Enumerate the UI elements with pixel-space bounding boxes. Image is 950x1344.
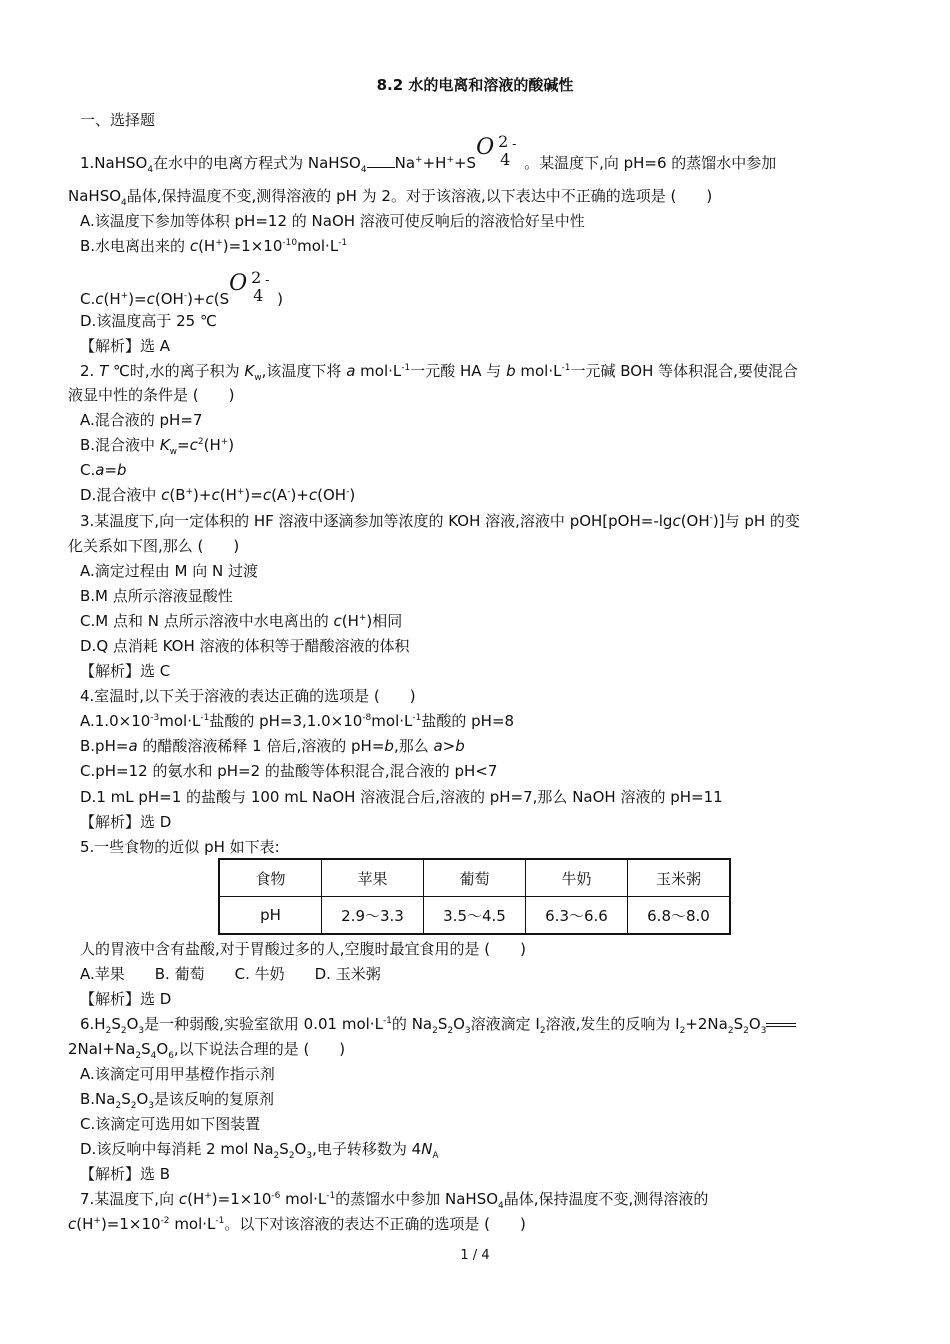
reaction-arrow-blank <box>367 153 395 168</box>
q1-stem-line2: NaHSO$_4$晶体,保持温度不变,测得溶液的 pH 为 2。对于该溶液,以下表达中不正确的选项是 ( ) <box>68 187 713 208</box>
q1-option-a: A.该温度下参加等体积 pH=12 的 NaOH 溶液可使反响后的溶液恰好呈中性 <box>80 212 585 230</box>
q3-option-d: D.Q 点消耗 KOH 溶液的体积等于醋酸溶液的体积 <box>80 637 410 655</box>
q5-answer: 【解析】选 D <box>80 990 172 1008</box>
table-cell: pH <box>219 897 322 935</box>
q4-option-d: D.1 mL pH=1 的盐酸与 100 mL NaOH 溶液混合后,溶液的 pH=7,那么 NaOH 溶液的 pH=11 <box>80 788 723 806</box>
q6-stem-line1: $6.H_2S_2O_3$是一种弱酸,实验室欲用 0.01 $mol\cdot L^{-1}$的 $Na_2S_2O_3$溶液滴定 $I_2$溶液,发生的反响为 $I_2+2Na_2S_2O_3$ <box>80 1014 895 1034</box>
table-header-cell: 牛奶 <box>526 859 628 897</box>
q6-option-a: A.该滴定可用甲基橙作指示剂 <box>80 1065 275 1083</box>
q1-option-c: C.c(H+)=c(OH-)+c(S O 2 - 4 ) <box>80 268 283 308</box>
section-heading: 一、选择题 <box>80 111 156 129</box>
sulfate-fraction: O 2 - 4 <box>476 132 517 169</box>
q1-answer: 【解析】选 A <box>80 337 171 355</box>
sulfate-fraction: O 2 - 4 <box>229 268 270 305</box>
equals-sign <box>766 1023 796 1027</box>
q7-stem-line1: 7.某温度下,向 $c(H^+)=1\times 10^{-6}$ $mol\cdot L^{-1}$的蒸馏水中参加 NaHSO$_4$晶体,保持温度不变,测得溶液的 <box>80 1190 709 1211</box>
table-cell: 3.5～4.5 <box>424 897 526 935</box>
q2-option-c: C.a=b <box>80 461 127 479</box>
q1-option-d: D.该温度高于 25 ℃ <box>80 312 217 330</box>
q3-answer: 【解析】选 C <box>80 662 171 680</box>
q2-option-b: B.混合液中 $K_w=c^2(H^+)$ <box>80 436 235 457</box>
q3-stem-line1: 3.某温度下,向一定体积的 HF 溶液中逐滴参加等浓度的 KOH 溶液,溶液中 pOH[pOH=-lgc(OH-)]与 pH 的变 <box>80 512 800 530</box>
q2-option-a: A.混合液的 pH=7 <box>80 411 203 429</box>
q5-stem: 5.一些食物的近似 pH 如下表: <box>80 838 280 856</box>
q2-stem-line2: 液显中性的条件是 ( ) <box>68 386 235 404</box>
q5-options: A.苹果 B. 葡萄 C. 牛奶 D. 玉米粥 <box>80 965 381 983</box>
table-header-cell: 玉米粥 <box>628 859 731 897</box>
q4-option-c: C.pH=12 的氨水和 pH=2 的盐酸等体积混合,混合液的 pH<7 <box>80 762 498 780</box>
table-row <box>219 897 730 935</box>
q1-stem-line1: 1.NaHSO$_4$在水中的电离方程式为 NaHSO$_4$ Na++H++S O 2 - 4 。某温度下,向 pH=6 的蒸馏水中参加 <box>80 132 777 175</box>
table-cell: 6.3～6.6 <box>526 897 628 935</box>
q4-stem: 4.室温时,以下关于溶液的表达正确的选项是 ( ) <box>80 687 416 705</box>
q3-stem-line2: 化关系如下图,那么 ( ) <box>68 537 240 555</box>
table-header-cell: 葡萄 <box>424 859 526 897</box>
q6-stem-line2: $2NaI+Na_2S_4O_6$,以下说法合理的是 ( ) <box>68 1040 346 1061</box>
table-header-row <box>219 859 730 897</box>
page-number: 1 / 4 <box>460 1248 490 1263</box>
q3-option-a: A.滴定过程由 M 向 N 过渡 <box>80 562 259 580</box>
q7-stem-line2: $c(H^+)=1\times 10^{-2}$ $mol\cdot L^{-1}$。以下对该溶液的表达不正确的选项是 ( ) <box>68 1215 526 1233</box>
table-header-cell: 苹果 <box>322 859 424 897</box>
q6-option-c: C.该滴定可选用如下图装置 <box>80 1115 261 1133</box>
page-title: 8.2 水的电离和溶液的酸碱性 <box>376 76 574 94</box>
q4-answer: 【解析】选 D <box>80 813 172 831</box>
q1-option-b: B.水电离出来的 $c(H^+)=1\times 10^{-10}mol\cdot L^{-1}$ <box>80 237 348 255</box>
table-header-cell: 食物 <box>219 859 322 897</box>
q5-question: 人的胃液中含有盐酸,对于胃酸过多的人,空腹时最宜食用的是 ( ) <box>80 940 527 958</box>
q4-option-b: B.pH=a 的醋酸溶液稀释 1 倍后,溶液的 pH=b,那么 a>b <box>80 737 465 755</box>
q2-option-d: D.混合液中 c(B+)+c(H+)=c(A-)+c(OH-) <box>80 486 356 504</box>
q4-option-a: $A.1.0\times 10^{-3}mol\cdot L^{-1}$盐酸的 $pH=3,1.0\times 10^{-8}mol\cdot L^{-1}$盐酸的 pH=8 <box>80 712 515 730</box>
q6-answer: 【解析】选 B <box>80 1165 171 1183</box>
q6-option-d: D.该反响中每消耗 2 mol $Na_2S_2O_3$,电子转移数为 $4N_A$ <box>80 1140 439 1161</box>
table-cell: 6.8～8.0 <box>628 897 731 935</box>
q3-option-c: C.M 点和 N 点所示溶液中水电离出的 c(H+)相同 <box>80 612 403 630</box>
q6-option-b: $B.Na_2S_2O_3$是该反响的复原剂 <box>80 1090 275 1111</box>
table-cell: 2.9～3.3 <box>322 897 424 935</box>
food-ph-table <box>218 858 731 935</box>
q2-stem-line1: 2. T ℃时,水的离子积为 $K_w$,该温度下将 a $mol\cdot L^{-1}$一元酸 HA 与 b $mol\cdot L^{-1}$一元碱 BOH 等体积混合,要使混合 <box>80 362 798 383</box>
q3-option-b: B.M 点所示溶液显酸性 <box>80 587 233 605</box>
